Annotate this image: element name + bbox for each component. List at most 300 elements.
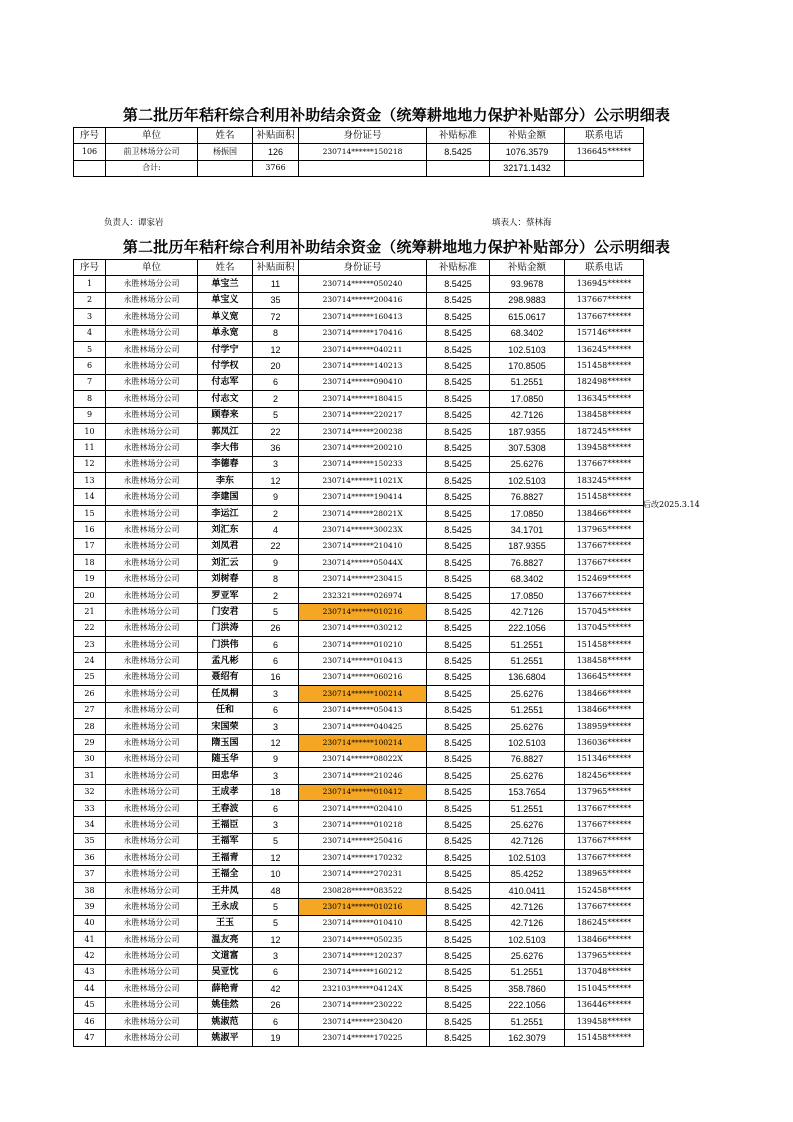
- cell-name: 王福臣: [198, 817, 253, 833]
- cell-phone: 138959******: [565, 718, 644, 734]
- cell-no: 45: [74, 997, 106, 1013]
- cell-name: 郭凤江: [198, 423, 253, 439]
- cell-no: 22: [74, 620, 106, 636]
- cell-id: 230714******230415: [299, 571, 427, 587]
- cell-no: 30: [74, 751, 106, 767]
- cell-rate: 8.5425: [427, 981, 490, 997]
- cell-unit: 永胜林场分公司: [106, 358, 198, 374]
- cell-amount: 187.9355: [490, 538, 565, 554]
- cell-unit: 永胜林场分公司: [106, 833, 198, 849]
- cell-phone: 137965******: [565, 784, 644, 800]
- cell-phone: 151458******: [565, 1030, 644, 1046]
- cell-empty: [565, 160, 644, 176]
- cell-rate: 8.5425: [427, 571, 490, 587]
- cell-amount: 25.6276: [490, 817, 565, 833]
- cell-phone: 137667******: [565, 456, 644, 472]
- table-row: [74, 489, 644, 505]
- cell-phone: 186245******: [565, 915, 644, 931]
- cell-no: 40: [74, 915, 106, 931]
- cell-area: 20: [253, 358, 299, 374]
- cell-unit: 永胜林场分公司: [106, 604, 198, 620]
- cell-amount: 76.8827: [490, 751, 565, 767]
- total-area: 3766: [253, 160, 299, 176]
- cell-no: 1: [74, 276, 106, 292]
- cell-area: 6: [253, 702, 299, 718]
- cell-rate: 8.5425: [427, 948, 490, 964]
- cell-area: 3: [253, 817, 299, 833]
- cell-name: 文道富: [198, 948, 253, 964]
- responsible-person: 负责人：谭家岩: [104, 218, 164, 228]
- cell-phone: 151346******: [565, 751, 644, 767]
- cell-phone: 139458******: [565, 1013, 644, 1029]
- cell-amount: 17.0850: [490, 587, 565, 603]
- cell-no: 36: [74, 850, 106, 866]
- cell-no: 14: [74, 489, 106, 505]
- cell-rate: 8.5425: [427, 391, 490, 407]
- cell-amount: 93.9678: [490, 276, 565, 292]
- cell-amount: 76.8827: [490, 489, 565, 505]
- cell-amount: 42.7126: [490, 604, 565, 620]
- cell-unit: 永胜林场分公司: [106, 850, 198, 866]
- cell-id: 230714******200238: [299, 423, 427, 439]
- cell-phone: 138458******: [565, 407, 644, 423]
- total-label: 合计:: [106, 160, 198, 176]
- page-title-second: 第二批历年秸秆综合利用补助结余资金（统筹耕地地力保护补贴部分）公示明细表: [122, 238, 671, 256]
- cell-phone: 137667******: [565, 292, 644, 308]
- cell-phone: 152469******: [565, 571, 644, 587]
- cell-unit: 永胜林场分公司: [106, 1013, 198, 1029]
- cell-amount: 17.0850: [490, 391, 565, 407]
- header-cell: 补贴面积: [253, 128, 299, 144]
- cell-area: 9: [253, 489, 299, 505]
- cell-no: 18: [74, 555, 106, 571]
- cell-phone: 137667******: [565, 587, 644, 603]
- cell-unit: 永胜林场分公司: [106, 292, 198, 308]
- cell-name: 李建国: [198, 489, 253, 505]
- cell-phone: 137965******: [565, 948, 644, 964]
- cell-unit: 永胜林场分公司: [106, 866, 198, 882]
- cell-amount: 25.6276: [490, 686, 565, 702]
- cell-amount: 42.7126: [490, 899, 565, 915]
- cell-no: 8: [74, 391, 106, 407]
- cell-no: 32: [74, 784, 106, 800]
- cell-phone: 151458******: [565, 636, 644, 652]
- table-row: [74, 800, 644, 816]
- header-cell: 姓名: [198, 260, 253, 276]
- cell-amount: 170.8505: [490, 358, 565, 374]
- table-row: [74, 620, 644, 636]
- cell-unit: 永胜林场分公司: [106, 571, 198, 587]
- cell-unit: 永胜林场分公司: [106, 915, 198, 931]
- cell-phone: 137045******: [565, 620, 644, 636]
- cell-amount: 410.0411: [490, 882, 565, 898]
- total-row: [74, 160, 644, 176]
- cell-id: 230714******010413: [299, 653, 427, 669]
- cell-area: 42: [253, 981, 299, 997]
- table-row: [74, 456, 644, 472]
- cell-no: 15: [74, 505, 106, 521]
- table-row: [74, 571, 644, 587]
- table-row: [74, 391, 644, 407]
- cell-name: 孟凡彬: [198, 653, 253, 669]
- cell-amount: 51.2551: [490, 636, 565, 652]
- cell-area: 6: [253, 374, 299, 390]
- table-row: [74, 341, 644, 357]
- cell-name: 门洪涛: [198, 620, 253, 636]
- form-filler: 填表人：蔡林海: [492, 218, 552, 228]
- cell-area: 22: [253, 538, 299, 554]
- table-row: [74, 981, 644, 997]
- cell-no: 31: [74, 768, 106, 784]
- cell-no: 17: [74, 538, 106, 554]
- table-row: [74, 440, 644, 456]
- cell-no: 16: [74, 522, 106, 538]
- cell-id: 230714******28021X: [299, 505, 427, 521]
- cell-id: 230714******100214: [299, 735, 427, 751]
- cell-id: 230714******11021X: [299, 473, 427, 489]
- cell-phone: 137965******: [565, 522, 644, 538]
- cell-unit: 永胜林场分公司: [106, 702, 198, 718]
- cell-unit: 永胜林场分公司: [106, 374, 198, 390]
- cell-area: 10: [253, 866, 299, 882]
- cell-name: 李德春: [198, 456, 253, 472]
- cell-no: 28: [74, 718, 106, 734]
- cell-unit: 永胜林场分公司: [106, 423, 198, 439]
- cell-amount: 51.2551: [490, 964, 565, 980]
- header-cell: 单位: [106, 128, 198, 144]
- cell-unit: 永胜林场分公司: [106, 440, 198, 456]
- cell-id: 230714******250416: [299, 833, 427, 849]
- cell-amount: 102.5103: [490, 341, 565, 357]
- cell-id: 230714******040425: [299, 718, 427, 734]
- cell-no: 24: [74, 653, 106, 669]
- cell-area: 16: [253, 669, 299, 685]
- cell-no: 13: [74, 473, 106, 489]
- cell-no: 39: [74, 899, 106, 915]
- cell-rate: 8.5425: [427, 751, 490, 767]
- cell-unit: 永胜林场分公司: [106, 817, 198, 833]
- cell-empty: [198, 160, 253, 176]
- cell-no: 7: [74, 374, 106, 390]
- cell-phone: 137667******: [565, 833, 644, 849]
- cell-amount: 102.5103: [490, 473, 565, 489]
- cell-empty: [74, 160, 106, 176]
- cell-rate: 8.5425: [427, 932, 490, 948]
- header-cell: 补贴标准: [427, 128, 490, 144]
- cell-phone: 137667******: [565, 817, 644, 833]
- table-row: [74, 997, 644, 1013]
- cell-phone: 137667******: [565, 309, 644, 325]
- cell-area: 5: [253, 604, 299, 620]
- cell-unit: 永胜林场分公司: [106, 555, 198, 571]
- cell-rate: 8.5425: [427, 358, 490, 374]
- cell-no: 29: [74, 735, 106, 751]
- cell-no: 3: [74, 309, 106, 325]
- header-cell: 补贴金额: [490, 260, 565, 276]
- cell-phone: 136036******: [565, 735, 644, 751]
- cell-area: 3: [253, 718, 299, 734]
- cell-no: 41: [74, 932, 106, 948]
- cell-id: 230714******190414: [299, 489, 427, 505]
- cell-no: 4: [74, 325, 106, 341]
- cell-no: 34: [74, 817, 106, 833]
- cell-phone: 138466******: [565, 505, 644, 521]
- cell-no: 12: [74, 456, 106, 472]
- cell-id: 230714******30023X: [299, 522, 427, 538]
- cell-phone: 157045******: [565, 604, 644, 620]
- cell-name: 罗亚军: [198, 587, 253, 603]
- cell-id: 230714******170416: [299, 325, 427, 341]
- cell-amount: 17.0850: [490, 505, 565, 521]
- cell-no: 44: [74, 981, 106, 997]
- revision-note: 后改2025.3.14: [643, 500, 700, 509]
- cell-phone: 139458******: [565, 440, 644, 456]
- cell-id: 230714******060216: [299, 669, 427, 685]
- cell-id: 230714******150218: [299, 144, 427, 160]
- cell-name: 王春波: [198, 800, 253, 816]
- cell-phone: 151045******: [565, 981, 644, 997]
- cell-amount: 76.8827: [490, 555, 565, 571]
- cell-rate: 8.5425: [427, 505, 490, 521]
- cell-phone: 136645******: [565, 144, 644, 160]
- cell-name: 李大伟: [198, 440, 253, 456]
- cell-name: 姚佳然: [198, 997, 253, 1013]
- cell-name: 单义宽: [198, 309, 253, 325]
- cell-phone: 187245******: [565, 423, 644, 439]
- cell-unit: 永胜林场分公司: [106, 981, 198, 997]
- table-row: [74, 144, 644, 160]
- cell-id: 230714******010412: [299, 784, 427, 800]
- header-cell: 联系电话: [565, 128, 644, 144]
- cell-rate: 8.5425: [427, 1030, 490, 1046]
- table-row: [74, 587, 644, 603]
- cell-phone: 151458******: [565, 489, 644, 505]
- table-row: [74, 653, 644, 669]
- table-row: [74, 505, 644, 521]
- cell-id: 230714******05044X: [299, 555, 427, 571]
- table-row: [74, 555, 644, 571]
- cell-amount: 51.2551: [490, 702, 565, 718]
- cell-unit: 永胜林场分公司: [106, 997, 198, 1013]
- cell-name: 门安君: [198, 604, 253, 620]
- cell-empty: [299, 160, 427, 176]
- cell-name: 顾春来: [198, 407, 253, 423]
- cell-phone: 183245******: [565, 473, 644, 489]
- cell-no: 35: [74, 833, 106, 849]
- cell-area: 12: [253, 850, 299, 866]
- cell-name: 付志军: [198, 374, 253, 390]
- cell-name: 姚淑平: [198, 1030, 253, 1046]
- cell-unit: 前卫林场分公司: [106, 144, 198, 160]
- cell-rate: 8.5425: [427, 604, 490, 620]
- cell-no: 5: [74, 341, 106, 357]
- cell-area: 11: [253, 276, 299, 292]
- cell-unit: 永胜林场分公司: [106, 1030, 198, 1046]
- cell-amount: 68.3402: [490, 571, 565, 587]
- cell-rate: 8.5425: [427, 964, 490, 980]
- cell-unit: 永胜林场分公司: [106, 768, 198, 784]
- table-row: [74, 833, 644, 849]
- cell-amount: 222.1056: [490, 620, 565, 636]
- cell-id: 230714******020410: [299, 800, 427, 816]
- cell-no: 38: [74, 882, 106, 898]
- cell-id: 230714******08022X: [299, 751, 427, 767]
- cell-id: 230714******050235: [299, 932, 427, 948]
- cell-phone: 157146******: [565, 325, 644, 341]
- cell-area: 6: [253, 653, 299, 669]
- cell-id: 230714******010216: [299, 604, 427, 620]
- cell-unit: 永胜林场分公司: [106, 341, 198, 357]
- table-row: [74, 899, 644, 915]
- cell-rate: 8.5425: [427, 341, 490, 357]
- cell-unit: 永胜林场分公司: [106, 325, 198, 341]
- cell-id: 230714******150233: [299, 456, 427, 472]
- cell-name: 单宝兰: [198, 276, 253, 292]
- cell-id: 230714******050240: [299, 276, 427, 292]
- cell-unit: 永胜林场分公司: [106, 522, 198, 538]
- cell-phone: 138466******: [565, 932, 644, 948]
- cell-amount: 51.2551: [490, 374, 565, 390]
- cell-name: 王福全: [198, 866, 253, 882]
- cell-area: 26: [253, 620, 299, 636]
- cell-amount: 42.7126: [490, 833, 565, 849]
- cell-id: 230714******090410: [299, 374, 427, 390]
- cell-area: 9: [253, 751, 299, 767]
- table-row: [74, 784, 644, 800]
- cell-unit: 永胜林场分公司: [106, 669, 198, 685]
- table-row: [74, 735, 644, 751]
- table-row: [74, 751, 644, 767]
- cell-amount: 102.5103: [490, 932, 565, 948]
- cell-phone: 137667******: [565, 800, 644, 816]
- table-row: [74, 669, 644, 685]
- cell-rate: 8.5425: [427, 374, 490, 390]
- cell-name: 门洪伟: [198, 636, 253, 652]
- table-row: [74, 358, 644, 374]
- cell-amount: 222.1056: [490, 997, 565, 1013]
- cell-area: 12: [253, 932, 299, 948]
- header-cell: 单位: [106, 260, 198, 276]
- cell-no: 26: [74, 686, 106, 702]
- cell-amount: 153.7654: [490, 784, 565, 800]
- cell-id: 230714******010218: [299, 817, 427, 833]
- cell-phone: 137667******: [565, 899, 644, 915]
- cell-rate: 8.5425: [427, 309, 490, 325]
- cell-name: 李运江: [198, 505, 253, 521]
- cell-rate: 8.5425: [427, 997, 490, 1013]
- cell-amount: 42.7126: [490, 407, 565, 423]
- cell-area: 19: [253, 1030, 299, 1046]
- table-row: [74, 718, 644, 734]
- cell-area: 6: [253, 636, 299, 652]
- table-row: [74, 604, 644, 620]
- cell-name: 隋玉国: [198, 735, 253, 751]
- cell-name: 宋国荣: [198, 718, 253, 734]
- table-row: [74, 374, 644, 390]
- cell-rate: 8.5425: [427, 473, 490, 489]
- cell-amount: 25.6276: [490, 718, 565, 734]
- cell-amount: 68.3402: [490, 325, 565, 341]
- cell-no: 19: [74, 571, 106, 587]
- cell-phone: 138466******: [565, 702, 644, 718]
- table-row: [74, 850, 644, 866]
- table-row: [74, 636, 644, 652]
- cell-area: 6: [253, 964, 299, 980]
- cell-area: 22: [253, 423, 299, 439]
- cell-no: 2: [74, 292, 106, 308]
- cell-amount: 102.5103: [490, 850, 565, 866]
- cell-unit: 永胜林场分公司: [106, 489, 198, 505]
- cell-unit: 永胜林场分公司: [106, 735, 198, 751]
- cell-amount: 51.2551: [490, 653, 565, 669]
- cell-area: 126: [253, 144, 299, 160]
- cell-id: 230714******270231: [299, 866, 427, 882]
- cell-id: 230714******230420: [299, 1013, 427, 1029]
- cell-rate: 8.5425: [427, 718, 490, 734]
- cell-name: 刘汇云: [198, 555, 253, 571]
- table-row: [74, 292, 644, 308]
- header-cell: 序号: [74, 128, 106, 144]
- cell-name: 王成孝: [198, 784, 253, 800]
- cell-phone: 137667******: [565, 538, 644, 554]
- cell-name: 单永宽: [198, 325, 253, 341]
- cell-rate: 8.5425: [427, 144, 490, 160]
- cell-rate: 8.5425: [427, 325, 490, 341]
- cell-rate: 8.5425: [427, 899, 490, 915]
- table-row: [74, 866, 644, 882]
- cell-name: 刘汇东: [198, 522, 253, 538]
- cell-id: 230714******040211: [299, 341, 427, 357]
- header-cell: 补贴标准: [427, 260, 490, 276]
- cell-area: 3: [253, 456, 299, 472]
- cell-rate: 8.5425: [427, 784, 490, 800]
- cell-rate: 8.5425: [427, 440, 490, 456]
- cell-amount: 615.0617: [490, 309, 565, 325]
- cell-name: 单宝义: [198, 292, 253, 308]
- cell-name: 王福青: [198, 850, 253, 866]
- table-row: [74, 423, 644, 439]
- cell-amount: 25.6276: [490, 456, 565, 472]
- cell-id: 230714******200210: [299, 440, 427, 456]
- table-row: [74, 932, 644, 948]
- table-row: [74, 686, 644, 702]
- cell-name: 刘树春: [198, 571, 253, 587]
- cell-name: 王福军: [198, 833, 253, 849]
- cell-name: 杨振国: [198, 144, 253, 160]
- cell-name: 随玉华: [198, 751, 253, 767]
- cell-id: 230714******010410: [299, 915, 427, 931]
- table-row: [74, 702, 644, 718]
- cell-name: 付学权: [198, 358, 253, 374]
- cell-amount: 1076.3579: [490, 144, 565, 160]
- cell-rate: 8.5425: [427, 866, 490, 882]
- cell-unit: 永胜林场分公司: [106, 653, 198, 669]
- cell-unit: 永胜林场分公司: [106, 718, 198, 734]
- cell-phone: 136945******: [565, 276, 644, 292]
- cell-name: 薛艳青: [198, 981, 253, 997]
- cell-area: 5: [253, 833, 299, 849]
- cell-phone: 136345******: [565, 391, 644, 407]
- cell-id: 230714******170232: [299, 850, 427, 866]
- cell-unit: 永胜林场分公司: [106, 964, 198, 980]
- cell-unit: 永胜林场分公司: [106, 276, 198, 292]
- cell-phone: 137048******: [565, 964, 644, 980]
- cell-name: 田忠华: [198, 768, 253, 784]
- cell-amount: 25.6276: [490, 768, 565, 784]
- cell-no: 20: [74, 587, 106, 603]
- cell-amount: 298.9883: [490, 292, 565, 308]
- table-row: [74, 915, 644, 931]
